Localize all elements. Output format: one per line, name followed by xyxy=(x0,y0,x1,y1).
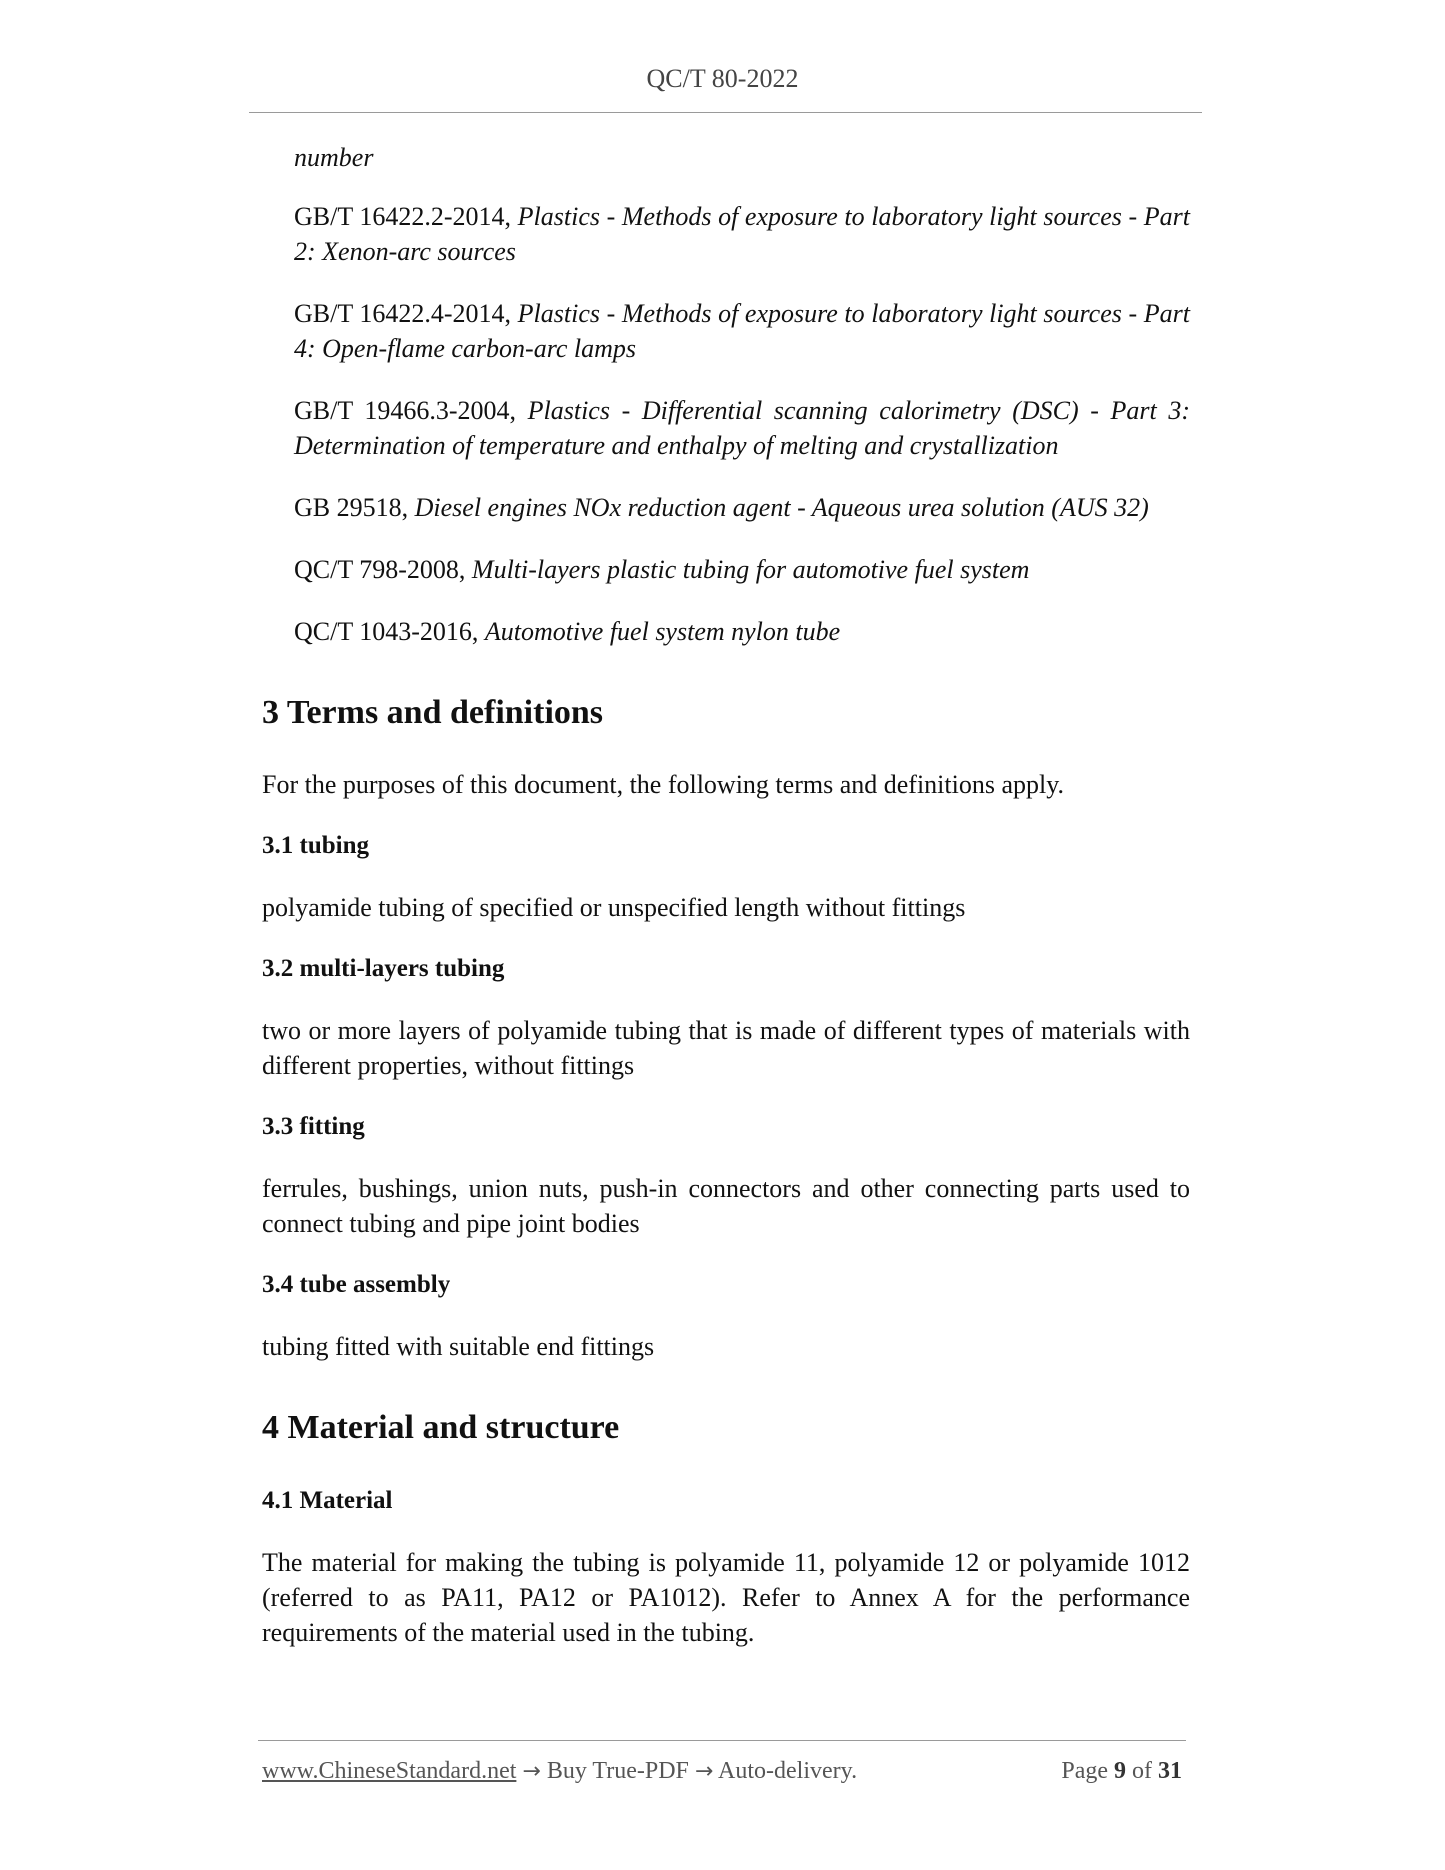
section-4-heading: 4 Material and structure xyxy=(262,1409,620,1446)
reference-item xyxy=(294,393,1190,463)
reference-code: GB/T 16422.4-2014, xyxy=(294,299,512,328)
term-3-2-definition: two or more layers of polyamide tubing that is made of different types of materials with different properties, without fittings xyxy=(262,1016,1190,1080)
section-3-intro: For the purposes of this document, the following terms and definitions apply. xyxy=(262,770,1065,799)
term-3-4-definition: tubing fitted with suitable end fittings xyxy=(262,1332,655,1361)
page-number: 9 xyxy=(1114,1758,1126,1784)
subsection-4-1-text: The material for making the tubing is polyamide 11, polyamide 12 or polyamide 1012 (referred to as PA11, PA12 or PA1012). Refer to Annex A for the performance requirements of the material used in the tubing. xyxy=(262,1548,1190,1647)
reference-item xyxy=(294,552,1190,587)
arrow-right-icon: → xyxy=(694,1759,714,1784)
footer-divider xyxy=(258,1740,1186,1741)
total-pages: 31 xyxy=(1158,1758,1182,1784)
term-3-1-definition: polyamide tubing of specified or unspecified length without fittings xyxy=(262,893,966,922)
website-link[interactable]: www.ChineseStandard.net xyxy=(262,1758,517,1784)
section-3-heading: 3 Terms and definitions xyxy=(262,694,604,731)
header-divider xyxy=(249,112,1202,113)
auto-delivery-text: Auto-delivery. xyxy=(718,1758,858,1784)
page-header-title: QC/T 80-2022 xyxy=(646,64,799,93)
term-3-3-heading: 3.3 fitting xyxy=(262,1113,365,1140)
term-3-4-heading: 3.4 tube assembly xyxy=(262,1271,451,1298)
reference-item xyxy=(294,199,1190,269)
term-3-2-heading: 3.2 multi-layers tubing xyxy=(262,955,505,982)
reference-title: number xyxy=(294,143,374,172)
reference-code: QC/T 798-2008, xyxy=(294,555,466,584)
footer-promo xyxy=(262,1758,857,1785)
page-label: Page xyxy=(1061,1758,1108,1784)
reference-title: Automotive fuel system nylon tube xyxy=(484,617,841,646)
document-body xyxy=(262,140,1190,1677)
reference-title: Multi-layers plastic tubing for automotive fuel system xyxy=(471,555,1030,584)
reference-title: Plastics - Differential scanning calorimetry (DSC) - Part 3: Determination of temperature and enthalpy of melting and crystallization xyxy=(294,396,1191,460)
arrow-right-icon: → xyxy=(522,1759,541,1784)
subsection-4-1-heading: 4.1 Material xyxy=(262,1487,393,1514)
page-indicator xyxy=(1061,1758,1182,1785)
reference-code: GB/T 19466.3-2004, xyxy=(294,396,517,425)
reference-item xyxy=(294,296,1190,366)
reference-code: QC/T 1043-2016, xyxy=(294,617,479,646)
term-3-1-heading: 3.1 tubing xyxy=(262,832,369,859)
reference-title: Plastics - Methods of exposure to laboratory light sources - Part 2: Xenon-arc sources xyxy=(294,202,1190,266)
reference-title: Plastics - Methods of exposure to laboratory light sources - Part 4: Open-flame carbon-arc lamps xyxy=(294,299,1190,363)
term-3-3-definition: ferrules, bushings, union nuts, push-in connectors and other connecting parts used to connect tubing and pipe joint bodies xyxy=(262,1174,1190,1238)
of-label: of xyxy=(1132,1758,1152,1784)
reference-code: GB/T 16422.2-2014, xyxy=(294,202,512,231)
reference-item xyxy=(294,140,1190,175)
reference-item xyxy=(294,614,1190,649)
reference-item xyxy=(294,490,1190,525)
normative-references-list xyxy=(294,140,1190,649)
reference-title: Diesel engines NOx reduction agent - Aqueous urea solution (AUS 32) xyxy=(414,493,1149,522)
buy-pdf-text: Buy True-PDF xyxy=(546,1758,689,1784)
reference-code: GB 29518, xyxy=(294,493,409,522)
